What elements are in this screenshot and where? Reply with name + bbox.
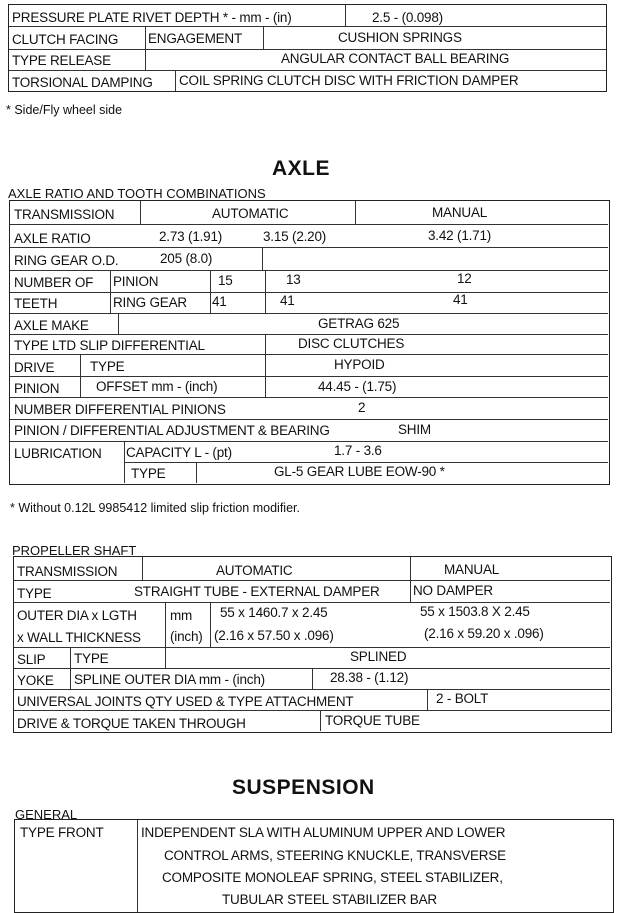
adjustment-value: SHIM xyxy=(398,422,431,437)
capacity-label: CAPACITY L - (pt) xyxy=(126,445,232,460)
axle-transmission-label: TRANSMISSION xyxy=(14,207,115,222)
prop-transmission-label: TRANSMISSION xyxy=(17,564,118,579)
ring-gear-od-value: 205 (8.0) xyxy=(160,251,213,266)
number-of-label: NUMBER OF xyxy=(14,275,94,290)
type-release-value: ANGULAR CONTACT BALL BEARING xyxy=(281,51,510,66)
drive-type-label: TYPE xyxy=(90,359,125,374)
pinion-auto-2: 13 xyxy=(286,272,301,287)
drive-label: DRIVE xyxy=(14,360,55,375)
axle-ratio-auto-2: 3.15 (2.20) xyxy=(263,229,327,244)
axle-ratio-label: AXLE RATIO xyxy=(14,231,91,246)
drive-torque-value: TORQUE TUBE xyxy=(325,713,420,728)
type-release-label: TYPE RELEASE xyxy=(12,53,111,68)
axle-heading: AXLE xyxy=(272,157,331,180)
wall-thickness-label: x WALL THICKNESS xyxy=(17,630,141,645)
clutch-facing-label: CLUTCH FACING xyxy=(12,32,119,47)
pinion-row-label: PINION xyxy=(14,381,60,396)
lubrication-label: LUBRICATION xyxy=(14,446,102,461)
prop-type-label: TYPE xyxy=(17,586,52,601)
dims-auto-in: (2.16 x 57.50 x .096) xyxy=(214,628,334,643)
pinion-manual: 12 xyxy=(457,271,472,286)
ring-gear-od-label: RING GEAR O.D. xyxy=(14,253,119,268)
yoke-type-label: TYPE xyxy=(74,651,109,666)
axle-manual-header: MANUAL xyxy=(432,205,488,220)
axle-make-label: AXLE MAKE xyxy=(14,318,89,333)
type-front-line-4: TUBULAR STEEL STABILIZER BAR xyxy=(222,892,437,907)
type-front-label: TYPE FRONT xyxy=(20,825,104,840)
axle-automatic-header: AUTOMATIC xyxy=(212,206,289,221)
drive-type-value: HYPOID xyxy=(334,357,385,372)
prop-type-manual: NO DAMPER xyxy=(413,583,493,598)
dims-manual-mm: 55 x 1503.8 X 2.45 xyxy=(420,604,530,619)
axle-ratio-manual: 3.42 (1.71) xyxy=(428,228,492,243)
rivet-depth-label: PRESSURE PLATE RIVET DEPTH * - mm - (in) xyxy=(12,10,292,25)
axle-make-value: GETRAG 625 xyxy=(318,316,400,331)
axle-ratio-auto-1: 2.73 (1.91) xyxy=(159,229,223,244)
type-front-line-1: INDEPENDENT SLA WITH ALUMINUM UPPER AND LOWER xyxy=(141,825,506,840)
yoke-type-value: SPLINED xyxy=(350,649,407,664)
unit-inch: (inch) xyxy=(170,629,203,644)
suspension-caption: GENERAL xyxy=(15,807,78,822)
num-pinions-value: 2 xyxy=(358,400,366,415)
dims-manual-in: (2.16 x 59.20 x .096) xyxy=(424,626,544,641)
torsional-value: COIL SPRING CLUTCH DISC WITH FRICTION DAMPER xyxy=(179,73,519,88)
ujoints-label: UNIVERSAL JOINTS QTY USED & TYPE ATTACHMENT xyxy=(17,694,354,709)
rivet-depth-value: 2.5 - (0.098) xyxy=(372,10,443,25)
offset-value: 44.45 - (1.75) xyxy=(318,379,397,394)
lube-type-label: TYPE xyxy=(131,466,166,481)
outer-dia-label: OUTER DIA x LGTH xyxy=(17,608,137,623)
dims-auto-mm: 55 x 1460.7 x 2.45 xyxy=(220,605,328,620)
prop-type-auto: STRAIGHT TUBE - EXTERNAL DAMPER xyxy=(134,584,380,599)
axle-caption: AXLE RATIO AND TOOTH COMBINATIONS xyxy=(8,186,266,201)
type-front-line-3: COMPOSITE MONOLEAF SPRING, STEEL STABILIZER, xyxy=(162,870,503,885)
offset-label: OFFSET mm - (inch) xyxy=(96,379,218,394)
spline-value: 28.38 - (1.12) xyxy=(330,670,409,685)
suspension-heading: SUSPENSION xyxy=(232,776,375,799)
prop-manual-header: MANUAL xyxy=(444,562,500,577)
yoke-label: YOKE xyxy=(17,673,54,688)
capacity-value: 1.7 - 3.6 xyxy=(334,443,382,458)
ring-auto-2: 41 xyxy=(280,293,295,308)
pinion-auto-1: 15 xyxy=(218,273,233,288)
teeth-label: TEETH xyxy=(14,296,58,311)
slip-label: SLIP xyxy=(17,652,46,667)
num-pinions-label: NUMBER DIFFERENTIAL PINIONS xyxy=(14,402,226,417)
engagement-label: ENGAGEMENT xyxy=(148,31,243,46)
type-front-line-2: CONTROL ARMS, STEERING KNUCKLE, TRANSVERSE xyxy=(164,848,506,863)
engagement-value: CUSHION SPRINGS xyxy=(338,30,462,45)
drive-torque-label: DRIVE & TORQUE TAKEN THROUGH xyxy=(17,716,246,731)
lube-type-value: GL-5 GEAR LUBE EOW-90 * xyxy=(274,464,445,479)
spline-label: SPLINE OUTER DIA mm - (inch) xyxy=(74,672,265,687)
ltd-slip-label: TYPE LTD SLIP DIFFERENTIAL xyxy=(14,338,205,353)
clutch-footnote: * Side/Fly wheel side xyxy=(6,103,123,117)
ltd-slip-value: DISC CLUTCHES xyxy=(298,336,405,351)
ujoints-value: 2 - BOLT xyxy=(436,691,489,706)
propeller-caption: PROPELLER SHAFT xyxy=(12,543,137,558)
ring-auto-1: 41 xyxy=(212,294,227,309)
axle-footnote: * Without 0.12L 9985412 limited slip friction modifier. xyxy=(10,501,300,515)
ring-gear-label: RING GEAR xyxy=(113,295,187,310)
pinion-label: PINION xyxy=(113,274,159,289)
torsional-label: TORSIONAL DAMPING xyxy=(12,75,153,90)
ring-manual: 41 xyxy=(453,292,468,307)
adjustment-label: PINION / DIFFERENTIAL ADJUSTMENT & BEARING xyxy=(14,423,330,438)
prop-automatic-header: AUTOMATIC xyxy=(216,563,293,578)
unit-mm: mm xyxy=(170,608,193,623)
